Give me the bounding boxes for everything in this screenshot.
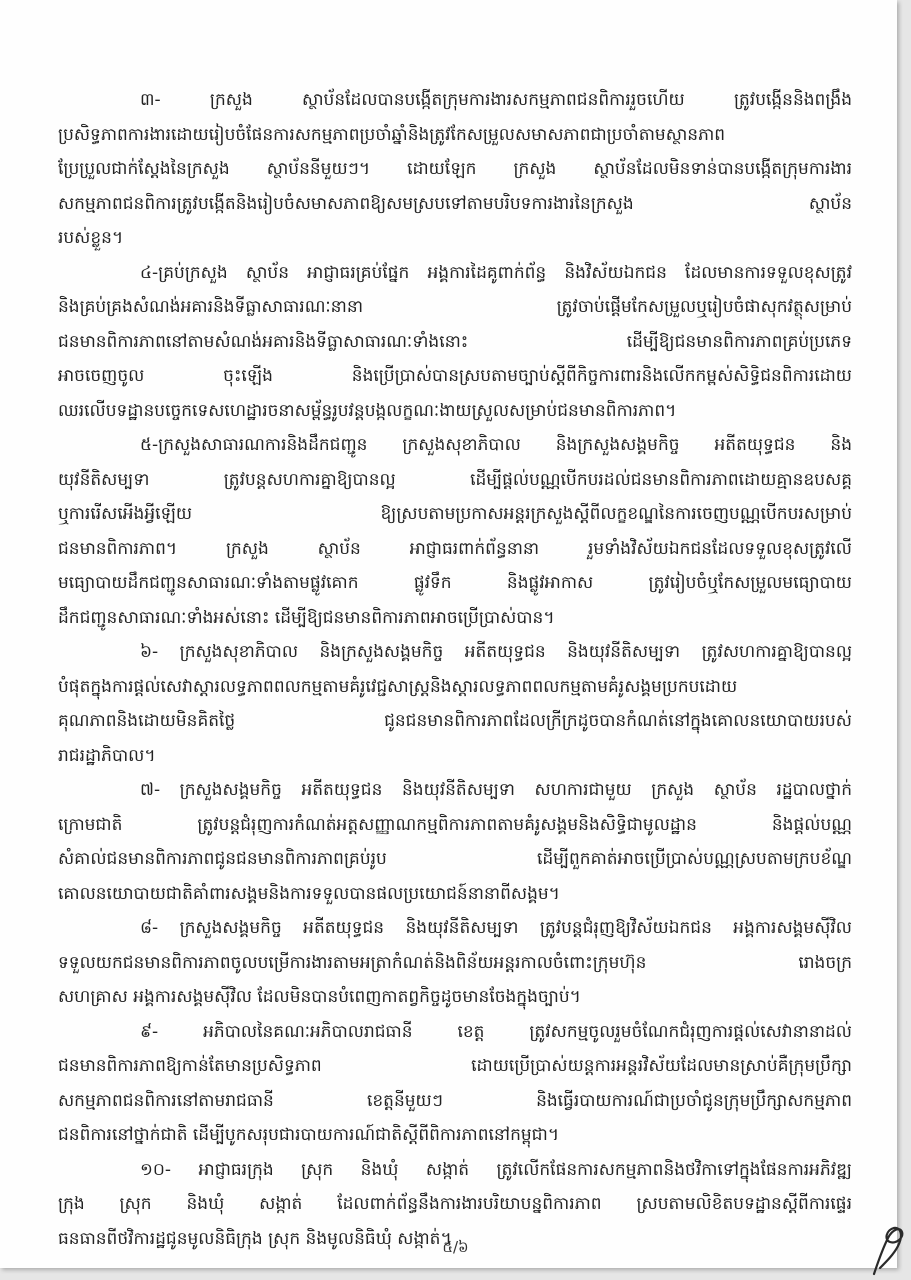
text-line: ជនមានពិការភាព។ ក្រសួង ស្ថាប័ន អាជ្ញាធរពាក់ព័ន្ធនានា រួមទាំងវិស័យឯកជនដែលទទួលខុសត្រូវលើ — [58, 538, 852, 559]
text-line: ១០- អាជ្ញាធរក្រុង ស្រុក និងឃុំ សង្កាត់ ត្រូវលើកផែនការសកម្មភាពនិងថវិកាទៅក្នុងផែនការអភិវឌ្ឍ — [140, 1159, 852, 1180]
text-line: ជនមានពិការភាពឱ្យកាន់តែមានប្រសិទ្ធភាព ដោយប្រើប្រាស់យន្តការអន្តរវិស័យដែលមានស្រាប់គឺក្រុមប្រឹក្សា — [58, 1056, 852, 1076]
text-line: ដឹកជញ្ជូនសាធារណៈទាំងអស់នោះ ដើម្បីឱ្យជនមានពិការភាពអាចប្រើប្រាស់បាន។ — [58, 607, 555, 628]
text-line: សំគាល់ជនមានពិការភាពជូនជនមានពិការភាពគ្រប់រូប ដើម្បីពួកគាត់អាចប្រើប្រាស់បណ្ណស្របតាមក្របខ័ណ្ឌ — [58, 849, 852, 869]
text-line: និងគ្រប់គ្រងសំណង់អគារនិងទីធ្លាសាធារណៈនានា ត្រូវចាប់ផ្តើមកែសម្រួលឬរៀបចំផាសុកវត្ថុសម្រាប់ — [58, 297, 852, 317]
text-line: ទទួលយកជនមានពិការភាពចូលបម្រើការងារតាមអត្រាកំណត់និងពិន័យអន្តរកាលចំពោះក្រុមហ៊ុន រោងចក្រ — [58, 952, 852, 973]
text-line: សកម្មភាពជនពិការនៅតាមរាជធានី ខេត្តនីមួយៗ និងធ្វើរបាយការណ៍ជាប្រចាំជូនក្រុមប្រឹក្សាសកម្មភាព — [58, 1090, 852, 1111]
text-line: ឈរលើបទដ្ឋានបច្ចេកទេសហេដ្ឋារចនាសម្ព័ន្ធរូបវន្តបង្កលក្ខណៈងាយស្រួលសម្រាប់ជនមានពិការភាព។ — [58, 400, 677, 421]
paragraph-8 — [58, 911, 852, 1015]
text-line: របស់ខ្លួន។ — [58, 228, 124, 248]
paragraph-9 — [58, 1015, 852, 1153]
text-line: មធ្យោបាយដឹកជញ្ជូនសាធារណៈទាំងតាមផ្លូវគោក ផ្លូវទឹក និងផ្លូវអាកាស ត្រូវរៀបចំឬកែសម្រួលមធ្យោបាយ — [58, 573, 852, 593]
text-line: ៩- អភិបាលនៃគណៈអភិបាលរាជធានី ខេត្ត ត្រូវសកម្មចូលរួមចំណែកជំរុញការផ្តល់សេវានានាដល់ — [140, 1021, 852, 1042]
text-line: រាជរដ្ឋាភិបាល។ — [58, 745, 156, 766]
text-line: សហគ្រាស អង្គការសង្គមស៊ីវិល ដែលមិនបានបំពេញកាតព្វកិច្ចដូចមានចែងក្នុងច្បាប់។ — [58, 987, 581, 1007]
text-line: ឬការរើសអើងអ្វីឡើយ ឱ្យស្របតាមប្រកាសអន្តរក្រសួងស្តីពីលក្ខខណ្ឌនៃការចេញបណ្ណបើកបរសម្រាប់ — [58, 504, 852, 524]
text-line: អាចចេញចូល ចុះឡើង និងប្រើប្រាស់បានស្របតាមច្បាប់ស្តីពីកិច្ចការពារនិងលើកកម្ពស់សិទ្ធិជនពិការដោយ — [58, 366, 852, 386]
paragraph-5 — [58, 428, 852, 635]
text-line: ៦- ក្រសួងសុខាភិបាល និងក្រសួងសង្គមកិច្ច អតីតយុទ្ធជន និងយុវនីតិសម្បទា ត្រូវសហការគ្នាឱ្យបានល្អ — [140, 642, 852, 662]
text-line: ៤-គ្រប់ក្រសួង ស្ថាប័ន អាជ្ញាធរគ្រប់ផ្នែក អង្គការដៃគូពាក់ព័ន្ធ និងវិស័យឯកជន ដែលមានការទទួលខុសត្រូវ — [140, 262, 852, 283]
text-line: ជនមានពិការភាពនៅតាមសំណង់អគារនិងទីធ្លាសាធារណៈទាំងនោះ ដើម្បីឱ្យជនមានពិការភាពគ្រប់ប្រភេទ — [58, 331, 852, 352]
paragraph-7 — [58, 773, 852, 911]
text-line: ក្រុង ស្រុក និងឃុំ សង្កាត់ ដែលពាក់ព័ន្ធនឹងការងារបរិយាបន្នពិការភាព ស្របតាមលិខិតបទដ្ឋានស្តីពីការផ្ទេរ — [58, 1194, 852, 1214]
document-body — [58, 83, 852, 1256]
text-line: ៧- ក្រសួងសង្គមកិច្ច អតីតយុទ្ធជន និងយុវនីតិសម្បទា សហការជាមួយ ក្រសួង ស្ថាប័ន រដ្ឋបាលថ្នាក់ — [140, 780, 852, 800]
text-line: ជនពិការនៅថ្នាក់ជាតិ ដើម្បីបូកសរុបជារបាយការណ៍ជាតិស្តីពីពិការភាពនៅកម្ពុជា។ — [58, 1125, 560, 1145]
text-line: យុវនីតិសម្បទា ត្រូវបន្តសហការគ្នាឱ្យបានល្អ ដើម្បីផ្តល់បណ្ណបើកបរដល់ជនមានពិការភាពដោយគ្មានឧបសគ្គ — [58, 469, 852, 490]
text-line: សកម្មភាពជនពិការត្រូវបង្កើតនិងរៀបចំសមាសភាពឱ្យសមស្របទៅតាមបរិបទការងារនៃក្រសួង ស្ថាប័ន — [58, 193, 852, 214]
text-line: ក្រោមជាតិ ត្រូវបន្តជំរុញការកំណត់អត្តសញ្ញាណកម្មពិការភាពតាមគំរូសង្គមនិងសិទ្ធិជាមូលដ្ឋាន និងផ្តល់បណ្ណ — [58, 814, 852, 835]
paragraph-6 — [58, 635, 852, 773]
page-number: ៥/៦ — [442, 1238, 469, 1256]
text-line: ៨- ក្រសួងសង្គមកិច្ច អតីតយុទ្ធជន និងយុវនីតិសម្បទា ត្រូវបន្តជំរុញឱ្យវិស័យឯកជន អង្គការសង្គមស៊ីវិល — [140, 918, 852, 938]
initials-signature — [866, 1222, 908, 1276]
paragraph-4 — [58, 256, 852, 429]
paragraph-3 — [58, 83, 852, 256]
text-line: ៥-ក្រសួងសាធារណការនិងដឹកជញ្ជូន ក្រសួងសុខាភិបាល និងក្រសួងសង្គមកិច្ច អតីតយុទ្ធជន និង — [140, 435, 852, 455]
text-line: គោលនយោបាយជាតិគាំពារសង្គមនិងការទទួលបានផលប្រយោជន៍នានាពីសង្គម។ — [58, 883, 560, 904]
text-line: ប្រសិទ្ធភាពការងារដោយរៀបចំផែនការសកម្មភាពប្រចាំឆ្នាំនិងត្រូវកែសម្រួលសមាសភាពជាប្រចាំតាមស្ថានភាព — [58, 124, 726, 145]
text-line: ៣- ក្រសួង ស្ថាប័នដែលបានបង្កើតក្រុមការងារសកម្មភាពជនពិការរួចហើយ ត្រូវបង្កើននិងពង្រឹង — [140, 90, 852, 110]
text-line: គុណភាពនិងដោយមិនគិតថ្លៃ ជូនជនមានពិការភាពដែលក្រីក្រដូចបានកំណត់នៅក្នុងគោលនយោបាយរបស់ — [58, 711, 852, 731]
text-line: ធនធានពីថវិការដ្ឋជូនមូលនិធិក្រុង ស្រុក និងមូលនិធិឃុំ សង្កាត់។ — [58, 1228, 452, 1249]
text-line: ប្រែប្រួលជាក់ស្តែងនៃក្រសួង ស្ថាប័ននីមួយៗ។ ដោយឡែក ក្រសួង ស្ថាប័នដែលមិនទាន់បានបង្កើតក្រុមការងារ — [58, 159, 852, 179]
text-line: បំផុតក្នុងការផ្តល់សេវាស្តារលទ្ធភាពពលកម្មតាមគំរូវេជ្ជសាស្ត្រនិងស្តារលទ្ធភាពពលកម្មតាមគំរូសង្គមប្រកបដោយ — [58, 676, 738, 697]
